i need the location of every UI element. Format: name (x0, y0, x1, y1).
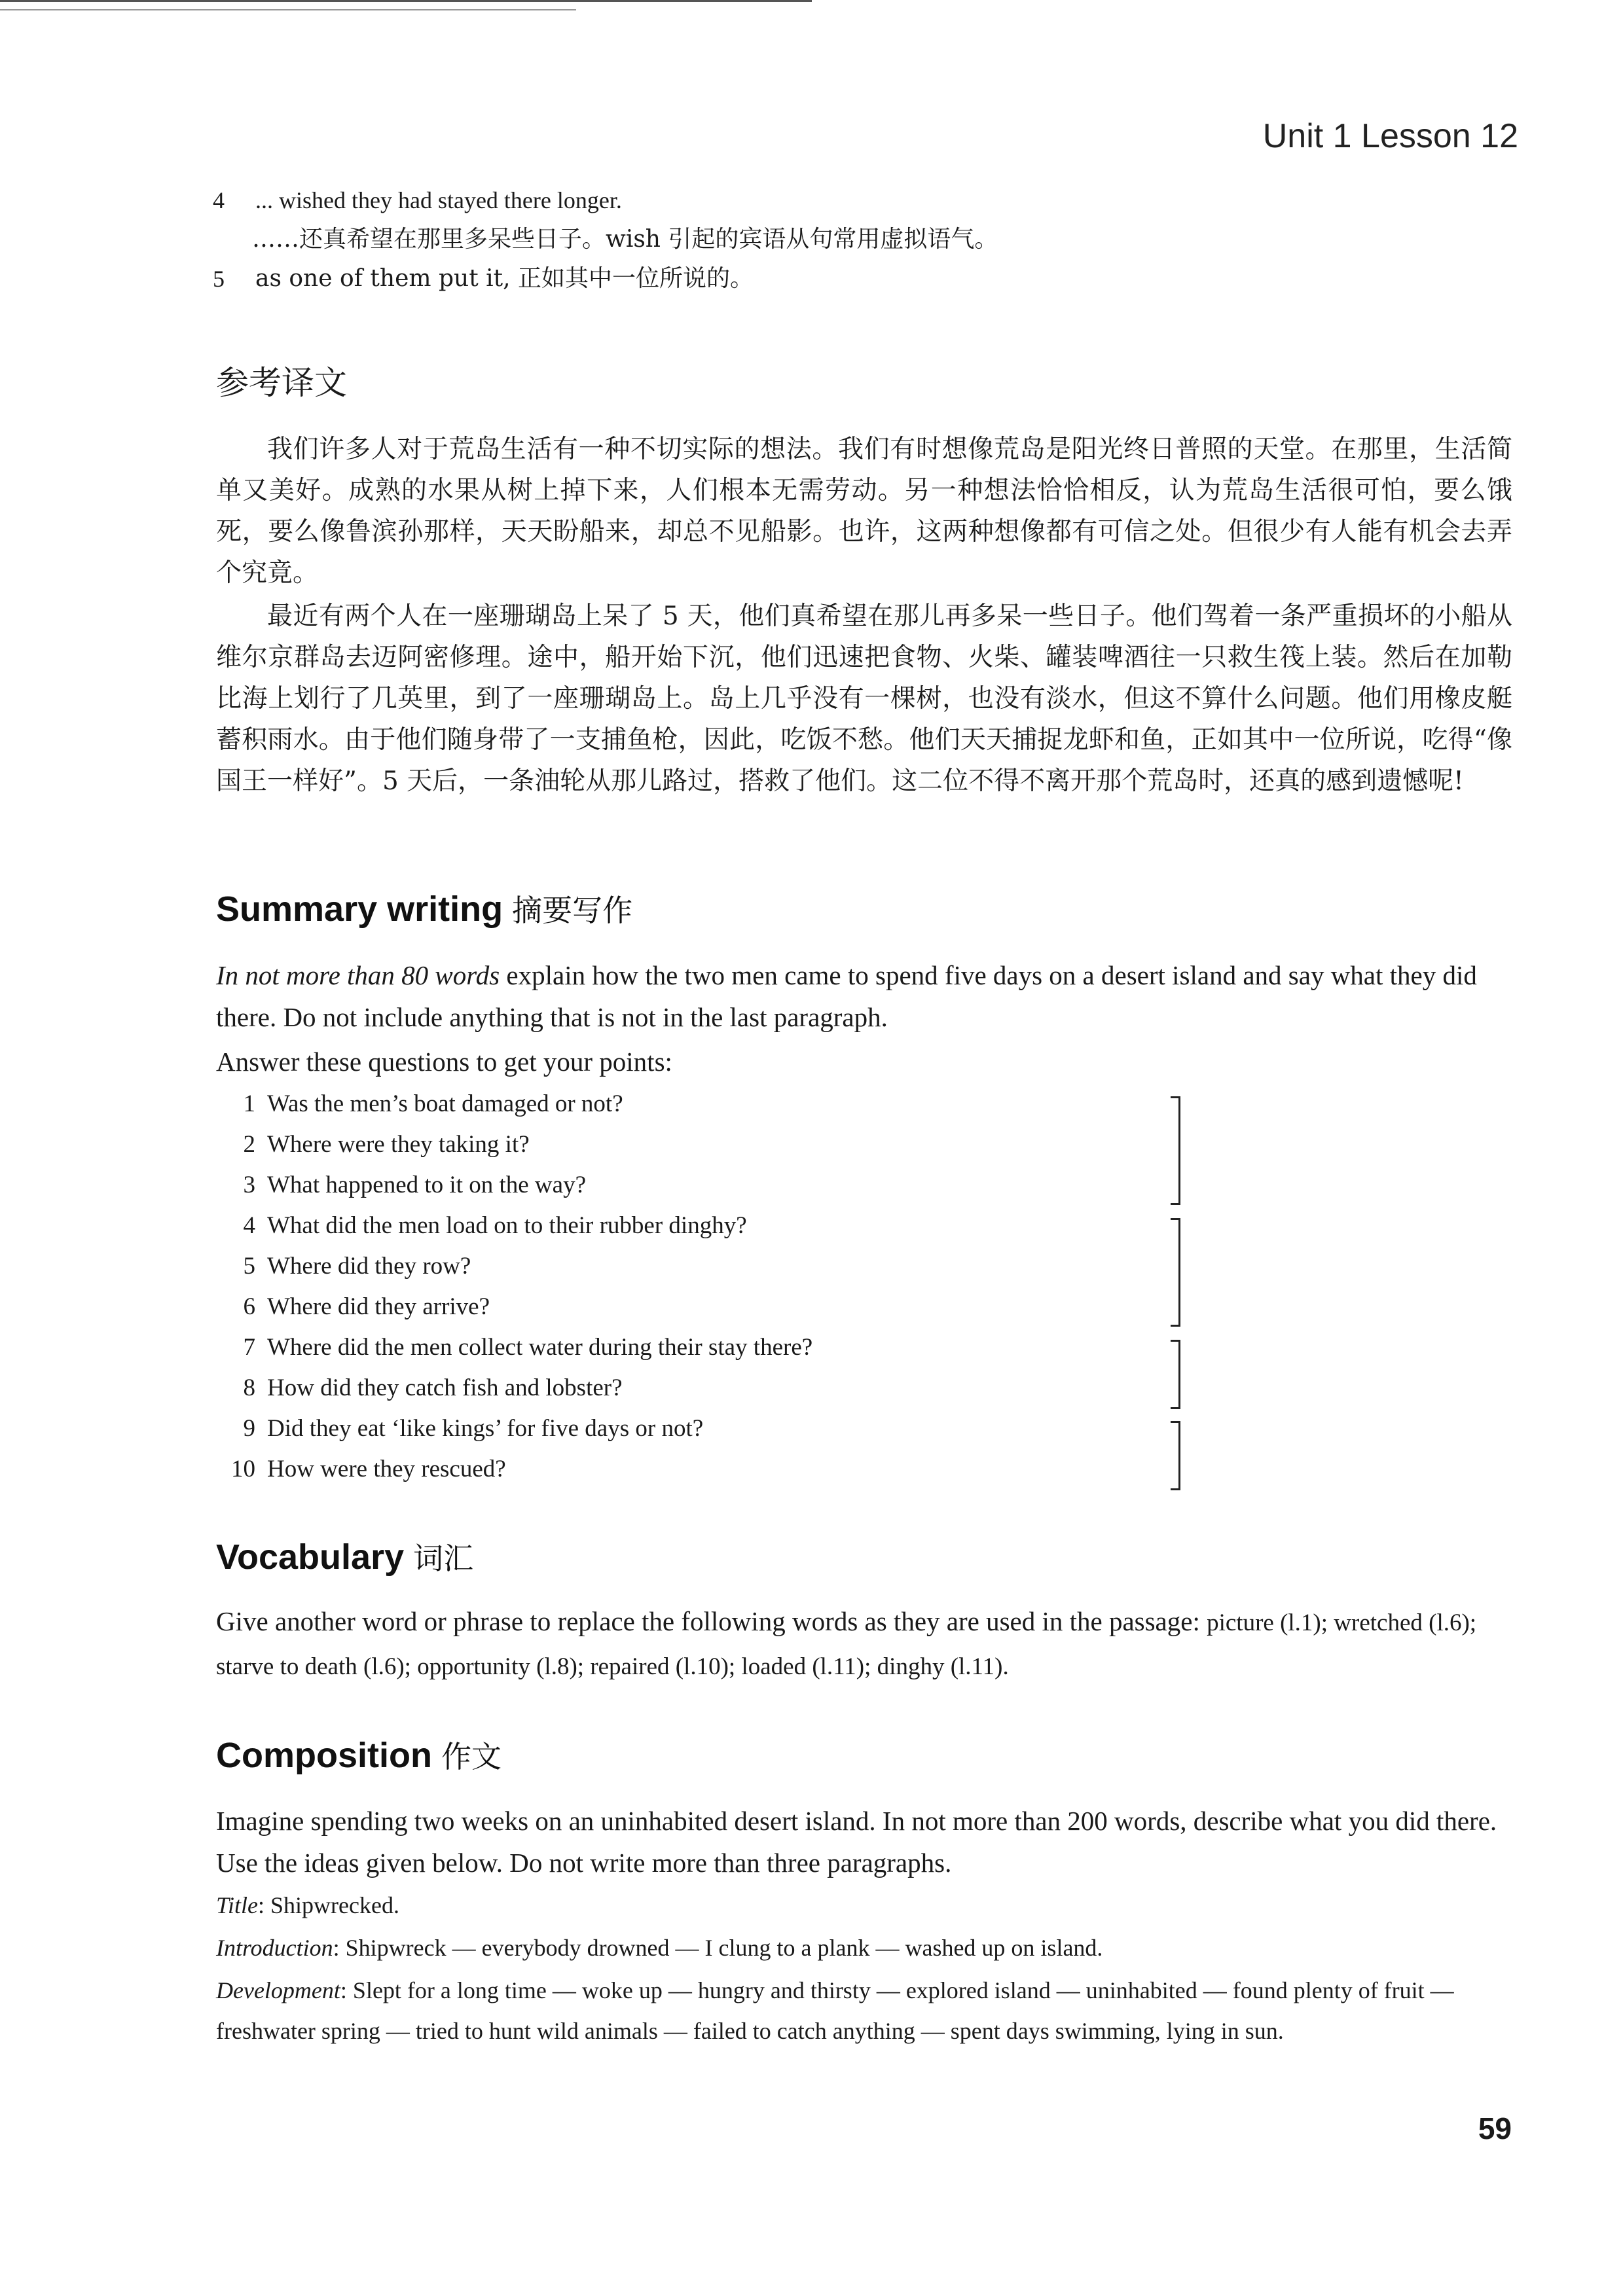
composition-intro: Imagine spending two weeks on an uninhabited desert island. In not more than 200 words, describe what you did there. Use the ideas given below. Do not write more than three paragraphs. (216, 1806, 1497, 1878)
summary-instruction-italic: In not more than 80 words (216, 960, 500, 990)
unit-lesson-header: Unit 1 Lesson 12 (1262, 117, 1518, 155)
question-item: 3 What happened to it on the way? (243, 1172, 586, 1198)
question-item: 4 What did the men load on to their rubber dinghy? (243, 1212, 747, 1239)
summary-heading-zh: 摘要写作 (512, 893, 633, 928)
composition-development-line: Development: Slept for a long time — woke up — hungry and thirsty — explored island — uninhabited — found plenty of fruit — freshwater spring — tried to hunt wild animals — failed to catch anything — spent days swimming, lying in sun. (216, 1977, 1454, 2044)
note-english: ... wished they had stayed there longer. (255, 187, 622, 213)
question-item: 6 Where did they arrive? (243, 1293, 490, 1320)
summary-heading-en: Summary writing (216, 889, 503, 929)
vocabulary-heading-zh: 词汇 (413, 1541, 474, 1576)
summary-answer-intro: Answer these questions to get your points: (216, 1047, 672, 1077)
note-number: 5 (213, 266, 225, 292)
question-item: 7 Where did the men collect water during their stay there? (243, 1334, 813, 1361)
translation-paragraph: 我们许多人对于荒岛生活有一种不切实际的想法。我们有时想像荒岛是阳光终日普照的天堂。在那里，生活简单又美好。成熟的水果从树上掉下来，人们根本无需劳动。另一种想法恰恰相反，认为荒岛生活很可怕，要么饿死，要么像鲁滨孙那样，天天盼船来，却总不见船影。也许，这两种想像都有可信之处。但很少有人能有机会去弄个究竟。 (216, 435, 1512, 588)
page-number: 59 (1478, 2111, 1512, 2145)
group-bracket (1171, 1096, 1180, 1205)
question-item: 8 How did they catch fish and lobster? (243, 1374, 623, 1401)
composition-heading-en: Composition (216, 1736, 432, 1775)
composition-introduction-line: Introduction: Shipwreck — everybody drowned — I clung to a plank — washed up on island. (216, 1935, 1103, 1961)
summary-heading (216, 887, 632, 930)
vocabulary-heading (216, 1535, 473, 1578)
group-bracket (1171, 1218, 1180, 1327)
vocabulary-text (216, 1600, 1519, 1688)
question-item: 5 Where did they row? (243, 1253, 471, 1280)
vocabulary-heading-en: Vocabulary (216, 1537, 405, 1577)
question-item: 2 Where were they taking it? (243, 1131, 530, 1158)
composition-title-line: Title: Shipwrecked. (216, 1892, 399, 1918)
question-item: 1 Was the men’s boat damaged or not? (243, 1090, 623, 1117)
translation-paragraph: 最近有两个人在一座珊瑚岛上呆了 5 天，他们真希望在那儿再多呆一些日子。他们驾着一条严重损坏的小船从维尔京群岛去迈阿密修理。途中，船开始下沉，他们迅速把食物、火柴、罐装啤酒往一只救生筏上装。然后在加勒比海上划行了几英里，到了一座珊瑚岛上。岛上几乎没有一棵树，也没有淡水，但这不算什么问题。他们用橡皮艇蓄积雨水。由于他们随身带了一支捕鱼枪，因此，吃饭不愁。他们天天捕捉龙虾和鱼，正如其中一位所说，吃得“像国王一样好”。5 天后，一条油轮从那儿路过，搭救了他们。这二位不得不离开那个荒岛时，还真的感到遗憾呢! (216, 601, 1512, 796)
composition-heading-zh: 作文 (441, 1739, 501, 1774)
summary-instruction (216, 954, 1519, 1038)
note-number: 4 (213, 187, 225, 213)
summary-instruction-rest: explain how the two men came to spend five days on a desert island and say what they did there. Do not include anything that is not in the last paragraph. (216, 960, 1477, 1032)
translation-heading: 参考译文 (216, 364, 347, 402)
composition-heading (216, 1733, 501, 1776)
note-chinese: ……还真希望在那里多呆些日子。wish 引起的宾语从句常用虚拟语气。 (252, 226, 998, 253)
top-rule (0, 0, 812, 2)
top-rule-secondary (0, 9, 576, 10)
note-english: as one of them put it, 正如其中一位所说的。 (255, 265, 754, 292)
group-bracket (1171, 1421, 1180, 1490)
question-item: 9 Did they eat ‘like kings’ for five days or not? (243, 1415, 704, 1442)
question-item: 10 How were they rescued? (231, 1456, 506, 1482)
group-bracket (1171, 1340, 1180, 1409)
vocabulary-intro: Give another word or phrase to replace the following words as they are used in the passage: (216, 1606, 1207, 1636)
vocabulary-words: picture (l.1); wretched (l.6); starve to death (l.6); opportunity (l.8); repaired (l.10); loaded (l.11); dinghy (l.11). (216, 1609, 1477, 1680)
